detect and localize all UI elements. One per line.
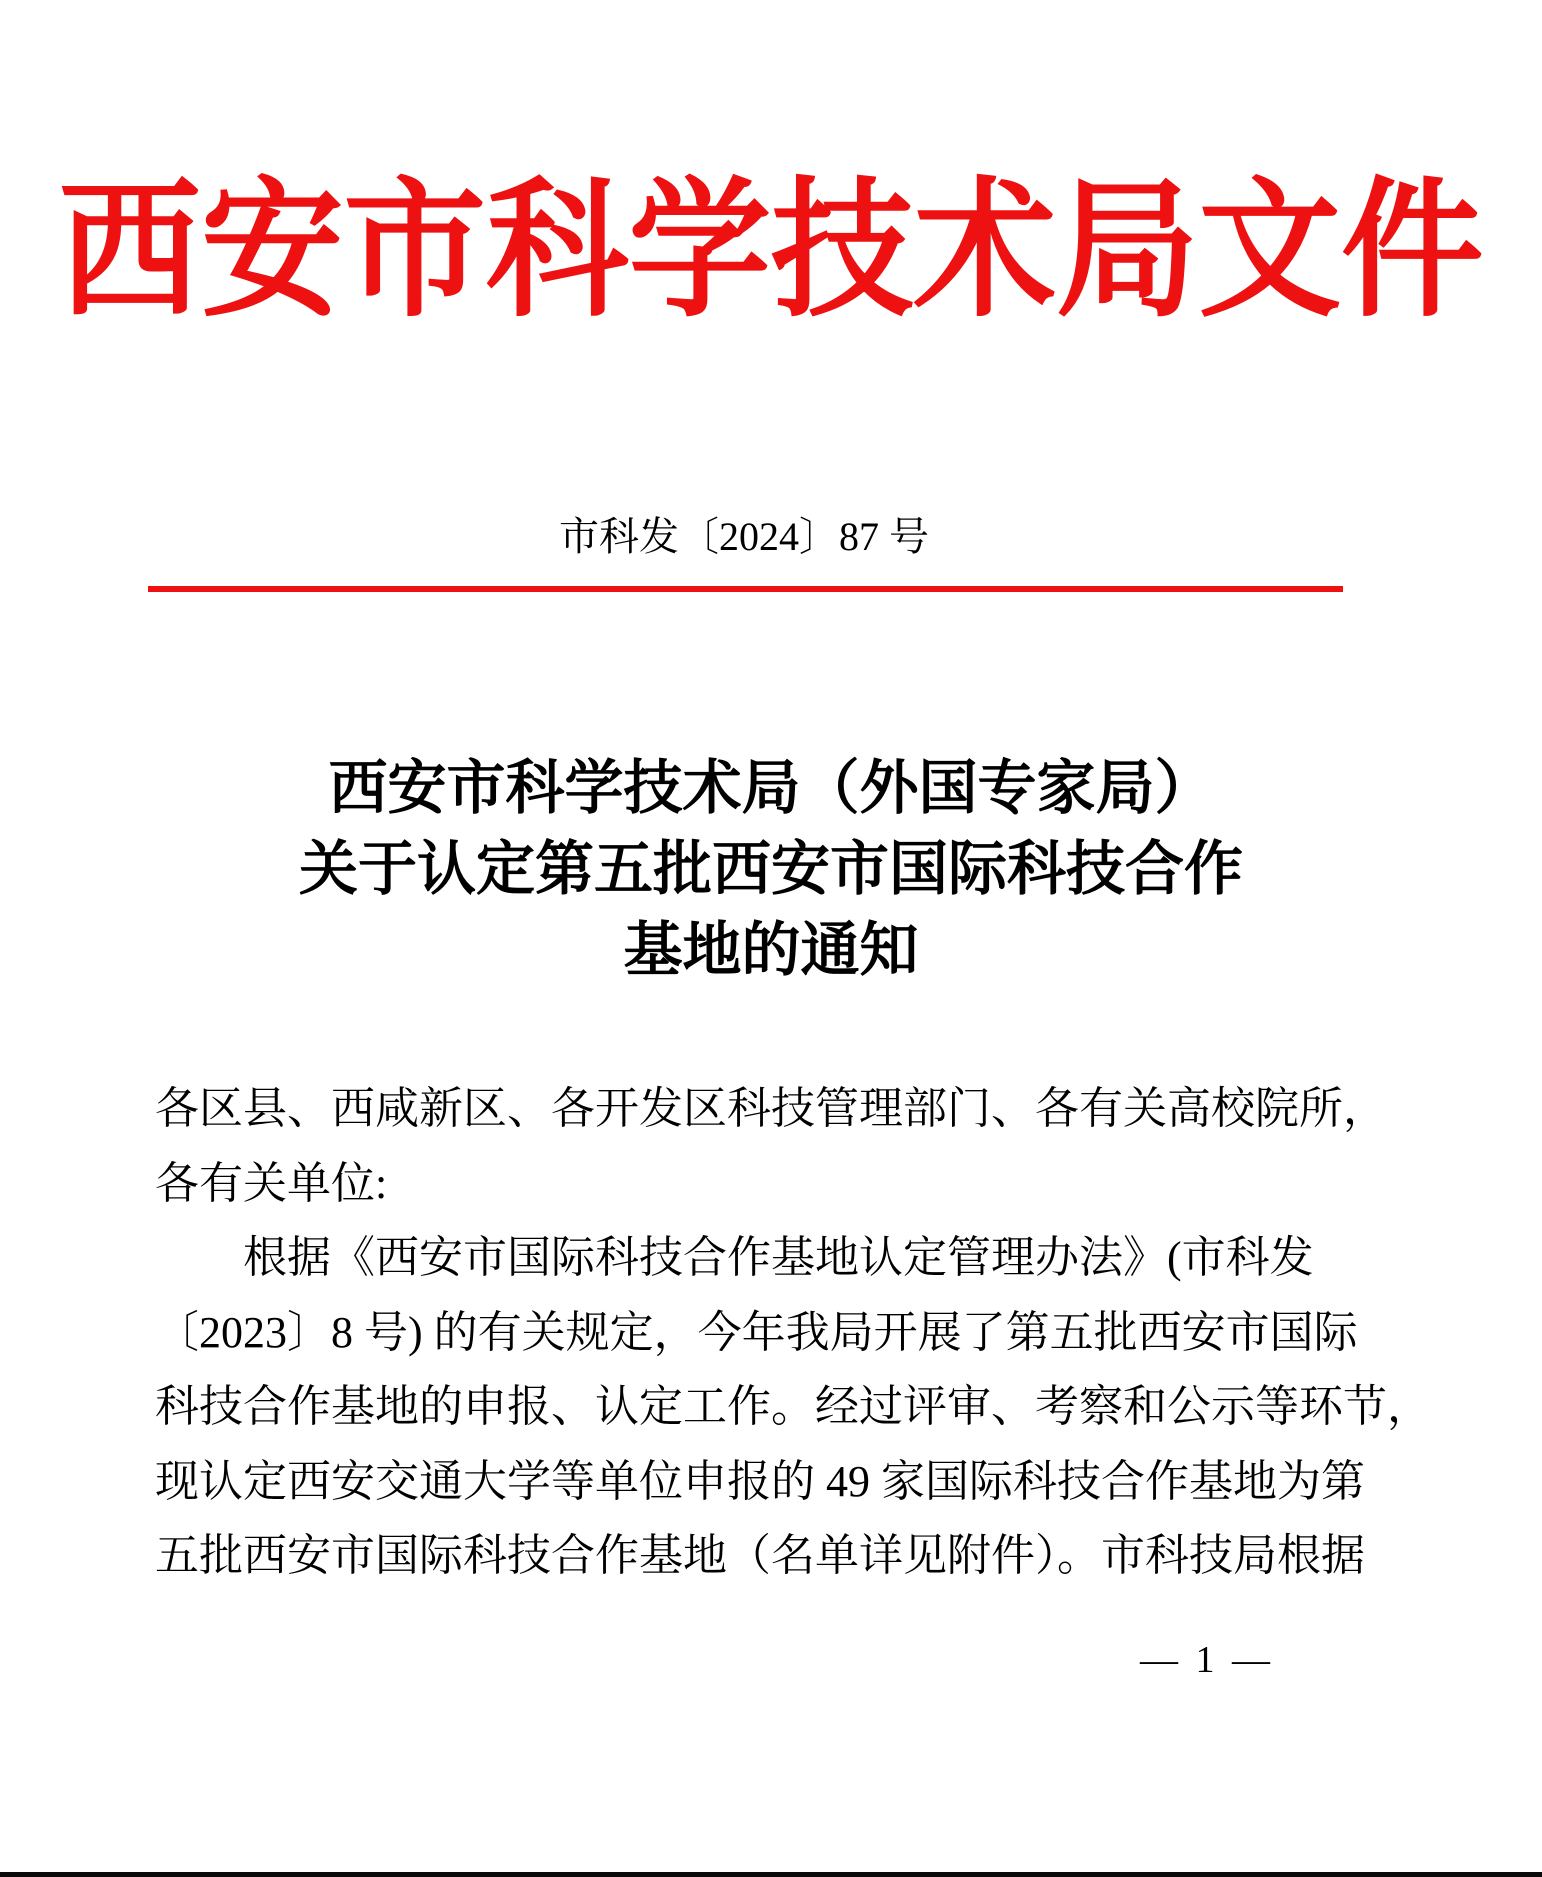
addressee-line-2: 各有关单位: [155, 1158, 388, 1208]
notice-title [151, 748, 1391, 991]
page-number: — 1 — [1140, 1639, 1274, 1681]
letterhead-text: 西安市科学技术局文件 [58, 169, 1484, 335]
notice-title-line-3: 基地的通知 [623, 917, 919, 983]
red-letterhead-title [0, 160, 1542, 345]
notice-title-line-1: 西安市科学技术局（外国专家局） [328, 755, 1214, 821]
addressee-line-1: 各区县、西咸新区、各开发区科技管理部门、各有关高校院所， [155, 1084, 1387, 1133]
notice-body [155, 1072, 1431, 1594]
paragraph-line-4: 现认定西安交通大学等单位申报的 49 家国际科技合作基地为第 [155, 1456, 1365, 1506]
paragraph-line-2: 〔2023〕8 号) 的有关规定，今年我局开展了第五批西安市国际 [155, 1307, 1358, 1357]
paragraph-line-5: 五批西安市国际科技合作基地（名单详见附件）。市科技局根据 [155, 1531, 1365, 1580]
doc-reference-number: 市科发〔2024〕87 号 [559, 514, 929, 559]
bottom-edge-bar [0, 1872, 1542, 1877]
red-separator-line [148, 586, 1343, 592]
notice-title-line-2: 关于认定第五批西安市国际科技合作 [298, 836, 1243, 902]
paragraph-line-3: 科技合作基地的申报、认定工作。经过评审、考察和公示等环节， [155, 1382, 1431, 1431]
paragraph-line-1: 根据《西安市国际科技合作基地认定管理办法》(市科发 [243, 1233, 1314, 1282]
